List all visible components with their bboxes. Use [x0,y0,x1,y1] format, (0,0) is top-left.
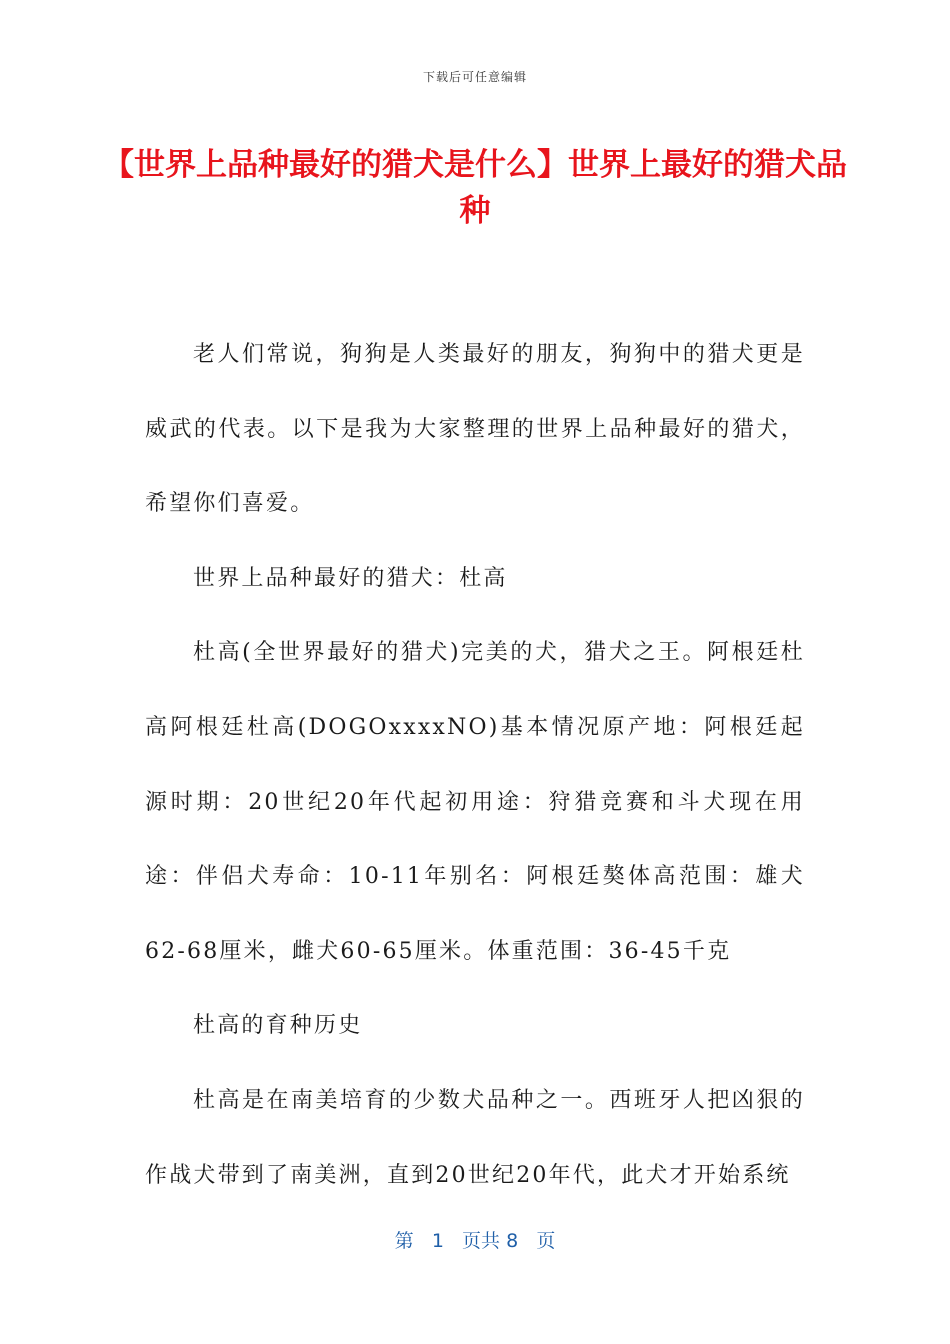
footer-total-pages: 8 [506,1230,519,1252]
paragraph-heading-history: 杜高的育种历史 [193,1013,363,1039]
header-note: 下载后可任意编辑 [422,70,527,84]
paragraph-intro: 老人们常说，狗狗是人类最好的朋友，狗狗中的猎犬更是威武的代表。以下是我为大家整理的世界上品种最好的猎犬，希望你们喜爱。 [145,342,805,517]
footer-current-page: 1 [431,1230,444,1252]
paragraph-breed-info: 杜高(全世界最好的猎犬)完美的犬，猎犬之王。阿根廷杜高阿根廷杜高(DOGOxxxxNO)基本情况原产地：阿根廷起源时期：20世纪20年代起初用途：狩猎竞赛和斗犬现在用途：伴侣犬寿命：10-11年别名：阿根廷獒体高范围：雄犬62-68厘米，雌犬60-65厘米。体重范围：36-45千克 [145,640,805,964]
document-body [145,318,805,1213]
footer-page-end: 页 [536,1230,556,1252]
paragraph-heading-breed: 世界上品种最好的猎犬：杜高 [193,565,508,591]
paragraph-history: 杜高是在南美培育的少数犬品种之一。西班牙人把凶狠的作战犬带到了南美洲，直到20世纪20年代，此犬才开始系统 [145,1087,805,1188]
footer-page-label: 第 [394,1230,414,1252]
page-footer [0,1226,950,1253]
footer-page-mid: 页共 [462,1230,501,1252]
document-title: 【世界上品种最好的猎犬是什么】世界上最好的猎犬品种 [103,147,847,229]
